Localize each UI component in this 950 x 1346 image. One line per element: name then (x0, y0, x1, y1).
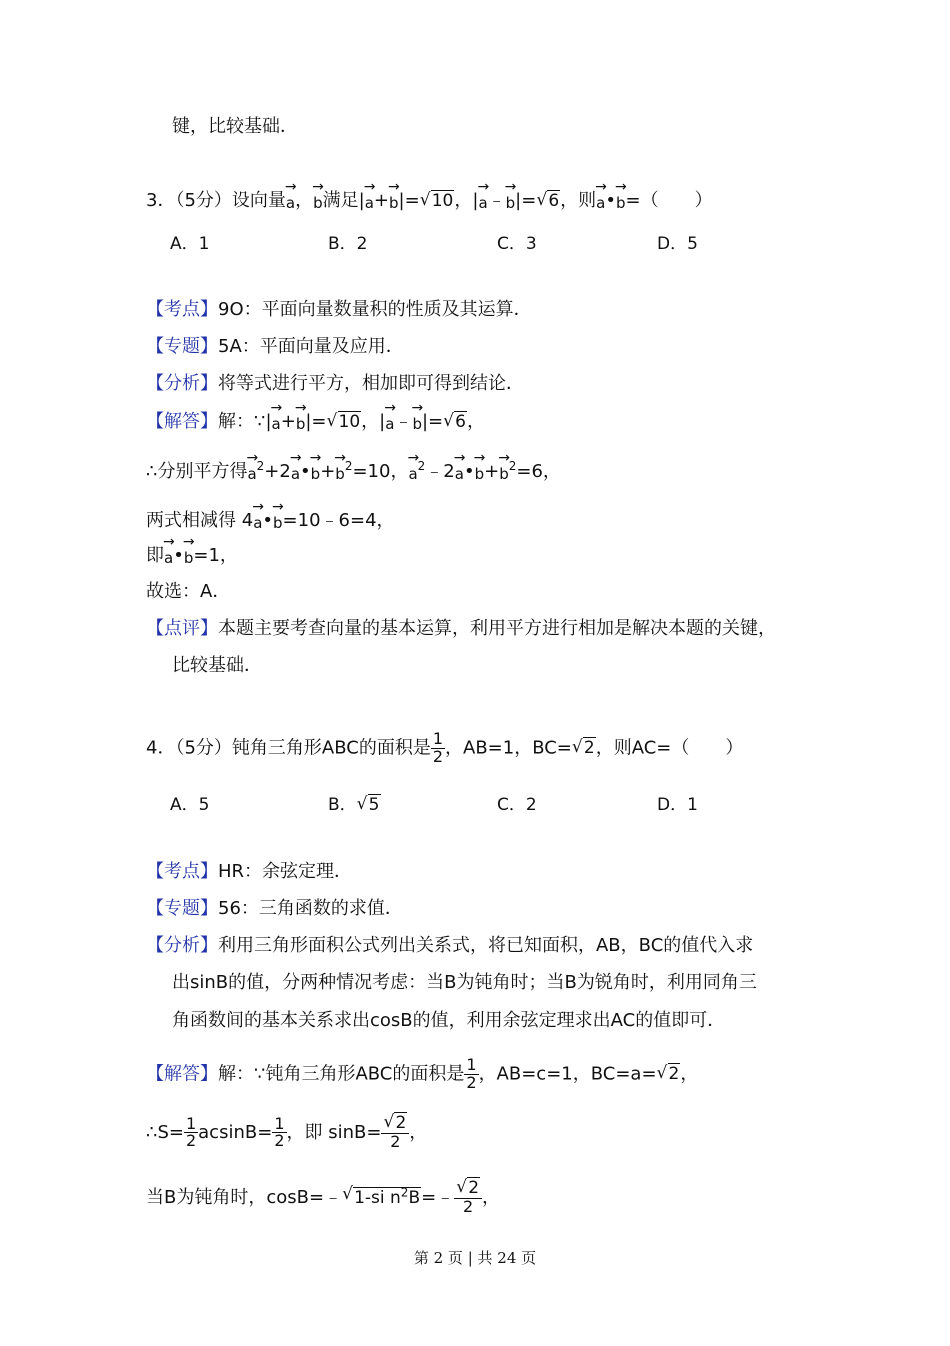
q4-kaodian: 【考点】HR：余弦定理． (146, 861, 353, 882)
q3-option-d[interactable]: D．5 (657, 234, 698, 254)
q3-score: （5分） (175, 190, 232, 211)
q3-zhuanti: 【专题】5A：平面向量及应用． (146, 336, 404, 357)
q4-fenxi-cont-2: 角函数间的基本关系求出cosB的值，利用余弦定理求出AC的值即可． (172, 1010, 726, 1031)
q3-step-square: ∴分别平方得→ $a^2+2\to$ a•→ $b+\to b^2=10$，→ $a^2﹣2\to$ a•→ $b+\to b^2=6$， (146, 459, 561, 483)
q4-jieda: 【解答】解：∵钝角三角形ABC的面积是 $\frac{1}{2}$ ，AB=c=1，BC=a=√ 2， (146, 1057, 698, 1092)
q4-zhuanti: 【专题】56：三角函数的求值． (146, 898, 403, 919)
q3-fenxi: 【分析】将等式进行平方，相加即可得到结论． (146, 373, 524, 394)
q4-fenxi: 【分析】利用三角形面积公式列出关系式，将已知面积，AB，BC的值代入求 (146, 935, 754, 956)
q3-option-c[interactable]: C．3 (497, 234, 537, 254)
q3-stem: 3．（5分）设向量→ a，→ b满足|→ a+→ b|=√ 10，|→ a﹣→ b|=√ 6，则→ a•→ b=（ ） (146, 188, 713, 212)
sqrt-2: √ 2 (572, 738, 596, 758)
q4-option-b[interactable]: B．√ 5 (328, 790, 381, 815)
q3-option-b[interactable]: B．2 (328, 234, 368, 254)
q4-stem: 4．（5分）钝角三角形ABC的面积是 $\frac{1}{2}$ ，AB=1，BC=√ 2，则AC=（ ） (146, 731, 743, 766)
q3-stem-text-3: ，则 (560, 190, 597, 211)
q3-option-a[interactable]: A．1 (170, 234, 210, 254)
page-footer: 第 2 页 | 共 24 页 (413, 1249, 537, 1267)
vector-b: → b (313, 188, 323, 212)
q3-kaodian: 【考点】9O：平面向量数量积的性质及其运算． (146, 299, 532, 320)
q4-step-sinb: ∴S= $\frac{1}{2}$ acsinB= $\frac{1}{2}$ ，即 sinB= √ $\frac{2}{2}$ ， (146, 1115, 427, 1151)
q3-stem-text: 设向量 (231, 190, 286, 211)
q4-option-d[interactable]: D．1 (657, 795, 698, 815)
q3-stem-text-2: 满足 (322, 190, 359, 211)
q3-number: 3． (146, 190, 176, 211)
fraction-one-half: $\frac{1}{2}$ (432, 729, 444, 766)
q3-choice: 故选：A． (146, 581, 231, 602)
sqrt-10: √ 10 (420, 191, 455, 211)
q2-tail-text: 键，比较基础． (172, 116, 298, 137)
q4-option-c[interactable]: C．2 (497, 795, 537, 815)
q4-option-a[interactable]: A．5 (170, 795, 210, 815)
q3-dianping: 【点评】本题主要考查向量的基本运算，利用平方进行相加是解决本题的关键， (146, 618, 776, 639)
q3-step-subtract: 两式相减得 4→ a•→ b=10﹣6=4， (146, 508, 395, 532)
q3-dianping-cont: 比较基础． (172, 655, 262, 676)
q4-step-cosb: 当B为钝角时，cosB=﹣√ 1-si $n^2B=﹣$ √ $\frac{2}{2}$ ， (146, 1180, 500, 1216)
q4-fenxi-cont-1: 出sinB的值，分两种情况考虑：当B为钝角时；当B为锐角时，利用同角三 (172, 972, 757, 993)
q3-jieda: 【解答】解：∵|→ a+→ b|=√ 10，|→ a﹣→ b|=√ 6， (146, 409, 485, 433)
sqrt-6: √ 6 (536, 191, 560, 211)
q3-stem-bracket: =（ ） (625, 190, 713, 211)
vector-a: → a (286, 188, 295, 212)
abs-a-plus-b: |→ a+→ b| (359, 190, 405, 211)
q3-step-result: 即→ a•→ b=1， (146, 543, 238, 567)
